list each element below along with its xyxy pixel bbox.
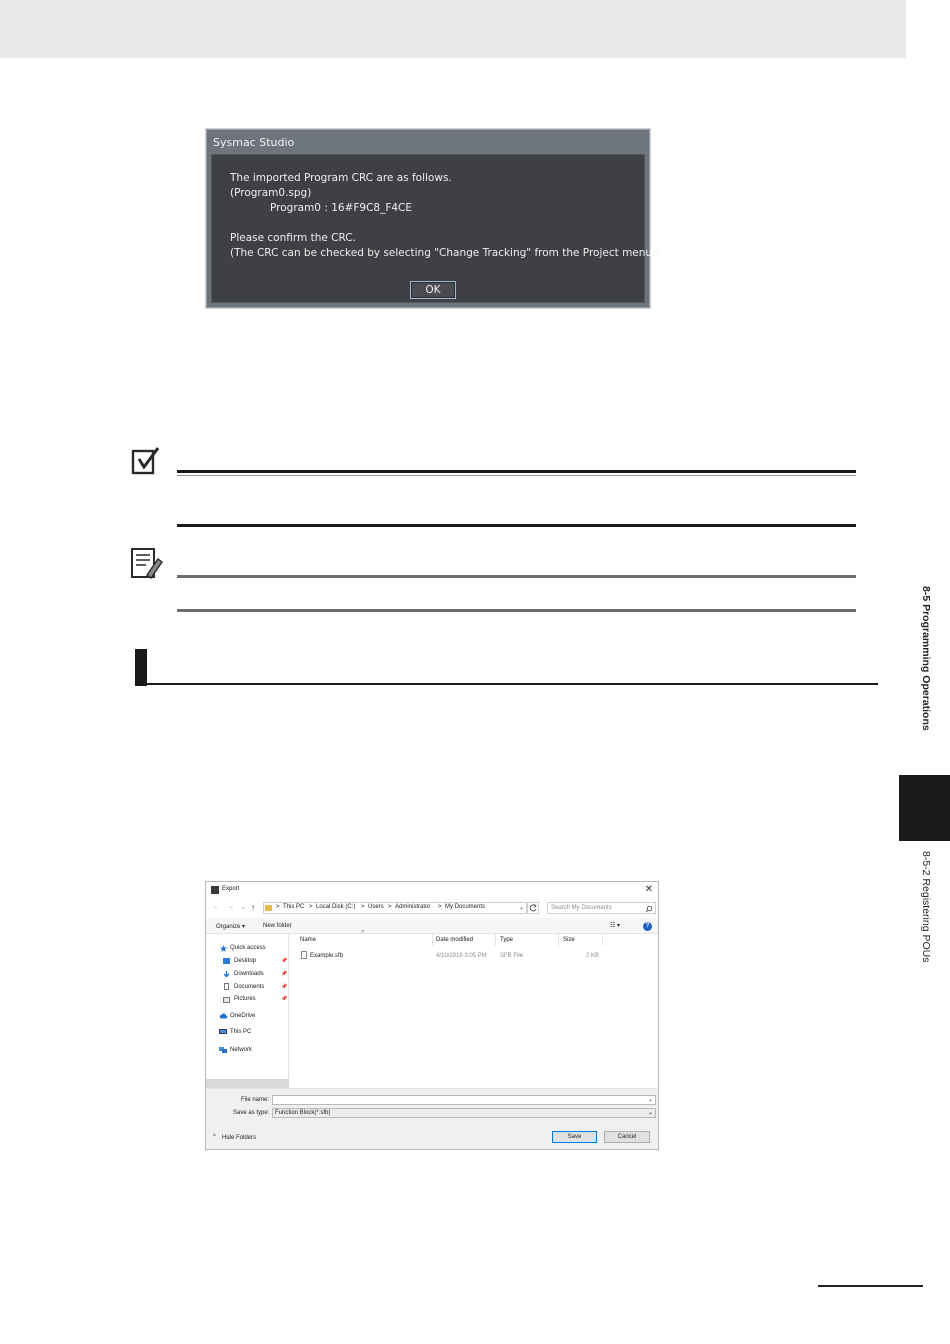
column-divider[interactable] — [602, 934, 603, 946]
file-size: 2 KB — [586, 953, 600, 959]
view-options-button[interactable]: ☷ ▾ — [610, 923, 621, 929]
side-tab-subsection: 8-5-2 Registering POUs — [920, 851, 932, 963]
pin-icon[interactable]: 📌 — [281, 996, 288, 1002]
downloads-icon — [223, 971, 230, 977]
dialog-title: Sysmac Studio — [213, 136, 295, 149]
info-top-rule — [177, 575, 856, 578]
breadcrumb-separator: > — [276, 904, 280, 910]
cancel-button[interactable]: Cancel — [604, 1131, 650, 1143]
precaution-top-rule — [177, 470, 856, 473]
footer-rule — [818, 1285, 923, 1287]
breadcrumb-my-documents[interactable]: My Documents — [445, 904, 486, 910]
breadcrumb-local-disk[interactable]: Local Disk (C:) — [316, 904, 356, 910]
column-divider[interactable] — [558, 934, 559, 946]
breadcrumb-separator: > — [361, 904, 365, 910]
recent-dropdown-icon[interactable]: ⌄ — [241, 905, 247, 911]
additional-info-icon — [130, 547, 164, 586]
pin-icon[interactable]: 📌 — [281, 984, 288, 990]
sysmac-dialog — [206, 129, 660, 308]
column-divider[interactable] — [432, 934, 433, 946]
export-dialog — [205, 881, 659, 1150]
save-type-value: Function Block(*.sfb) — [275, 1110, 331, 1116]
message-line: Please confirm the CRC. — [230, 232, 356, 244]
up-icon[interactable]: ↑ — [251, 903, 255, 912]
file-icon — [301, 951, 307, 959]
nav-item-downloads[interactable]: Downloads — [234, 971, 264, 977]
message-line: (Program0.spg) — [230, 187, 312, 199]
address-dropdown-icon[interactable]: ⌄ — [519, 905, 525, 911]
side-tab-section: 8-5 Programming Operations — [920, 586, 932, 731]
search-placeholder: Search My Documents — [551, 905, 612, 911]
forward-icon[interactable]: → — [228, 904, 234, 910]
nav-item-onedrive[interactable]: OneDrive — [230, 1013, 256, 1019]
network-icon — [219, 1047, 226, 1053]
ok-button[interactable]: OK — [410, 281, 456, 299]
breadcrumb-separator: > — [309, 904, 313, 910]
dialog-body — [211, 154, 660, 303]
message-line: The imported Program CRC are as follows. — [230, 172, 452, 184]
section-marker — [135, 649, 147, 686]
breadcrumb-separator: > — [438, 904, 442, 910]
nav-item-quick-access[interactable]: Quick access — [230, 945, 266, 951]
chevron-down-icon[interactable]: ⌄ — [647, 1097, 653, 1103]
section-underline — [135, 683, 878, 685]
precaution-bottom-rule — [177, 524, 856, 527]
message-line: (The CRC can be checked by selecting "Change Tracking" from the Project menu.) — [230, 247, 660, 259]
sort-indicator-icon: ^ — [361, 930, 365, 937]
desktop-icon — [223, 958, 230, 964]
save-type-select[interactable] — [272, 1108, 656, 1118]
info-bottom-rule — [177, 609, 856, 612]
nav-item-pictures[interactable]: Pictures — [234, 996, 256, 1002]
file-name-label: File name: — [241, 1097, 270, 1103]
column-header-date[interactable]: Date modified — [436, 937, 474, 943]
search-input[interactable] — [547, 902, 656, 914]
documents-icon — [224, 983, 229, 990]
nav-item-desktop[interactable]: Desktop — [234, 958, 257, 964]
file-name-input[interactable] — [272, 1095, 656, 1105]
folder-icon — [265, 905, 272, 911]
pin-icon[interactable]: 📌 — [281, 971, 288, 977]
new-folder-button[interactable]: New folder — [263, 923, 292, 929]
column-divider[interactable] — [495, 934, 496, 946]
refresh-button[interactable] — [527, 902, 539, 914]
breadcrumb-this-pc[interactable]: This PC — [283, 904, 305, 910]
organize-button[interactable]: Organize ▾ — [216, 924, 246, 930]
column-header-type[interactable]: Type — [500, 937, 514, 943]
save-type-label: Save as type: — [233, 1110, 270, 1116]
side-tab-marker — [899, 775, 950, 841]
chevron-up-icon[interactable]: ^ — [213, 1134, 216, 1140]
dialog-title: Export — [222, 886, 240, 892]
pin-icon[interactable]: 📌 — [281, 958, 288, 964]
save-button[interactable]: Save — [552, 1131, 597, 1143]
cloud-icon — [219, 1013, 226, 1019]
computer-icon — [219, 1029, 227, 1034]
chevron-down-icon[interactable]: ⌄ — [647, 1110, 653, 1116]
nav-item-this-pc[interactable]: This PC — [230, 1029, 252, 1035]
file-date: 4/10/2018 3:05 PM — [436, 953, 487, 959]
star-icon — [220, 945, 227, 951]
file-type: SFB File — [500, 953, 524, 959]
close-icon[interactable]: ✕ — [644, 884, 653, 895]
app-icon — [211, 886, 219, 894]
column-header-size[interactable]: Size — [563, 937, 575, 943]
back-icon[interactable]: ← — [213, 904, 219, 910]
file-name[interactable]: Example.sfb — [310, 953, 344, 959]
breadcrumb-separator: > — [388, 904, 392, 910]
refresh-icon — [528, 903, 538, 913]
message-line: Program0 : 16#F9C8_F4CE — [270, 202, 413, 214]
header-band — [0, 0, 906, 58]
hide-folders-toggle[interactable]: Hide Folders — [222, 1135, 257, 1141]
search-icon — [645, 905, 653, 913]
column-header-name[interactable]: Name — [300, 937, 317, 943]
pictures-icon — [223, 997, 230, 1003]
breadcrumb-administrator[interactable]: Administrator — [395, 904, 431, 910]
breadcrumb-users[interactable]: Users — [368, 904, 384, 910]
precaution-icon — [131, 446, 161, 481]
nav-item-network[interactable]: Network — [230, 1047, 253, 1053]
help-icon[interactable]: ? — [643, 922, 652, 931]
section-heading — [135, 649, 878, 686]
nav-item-documents[interactable]: Documents — [234, 984, 265, 990]
precaution-top-subrule — [177, 475, 856, 476]
